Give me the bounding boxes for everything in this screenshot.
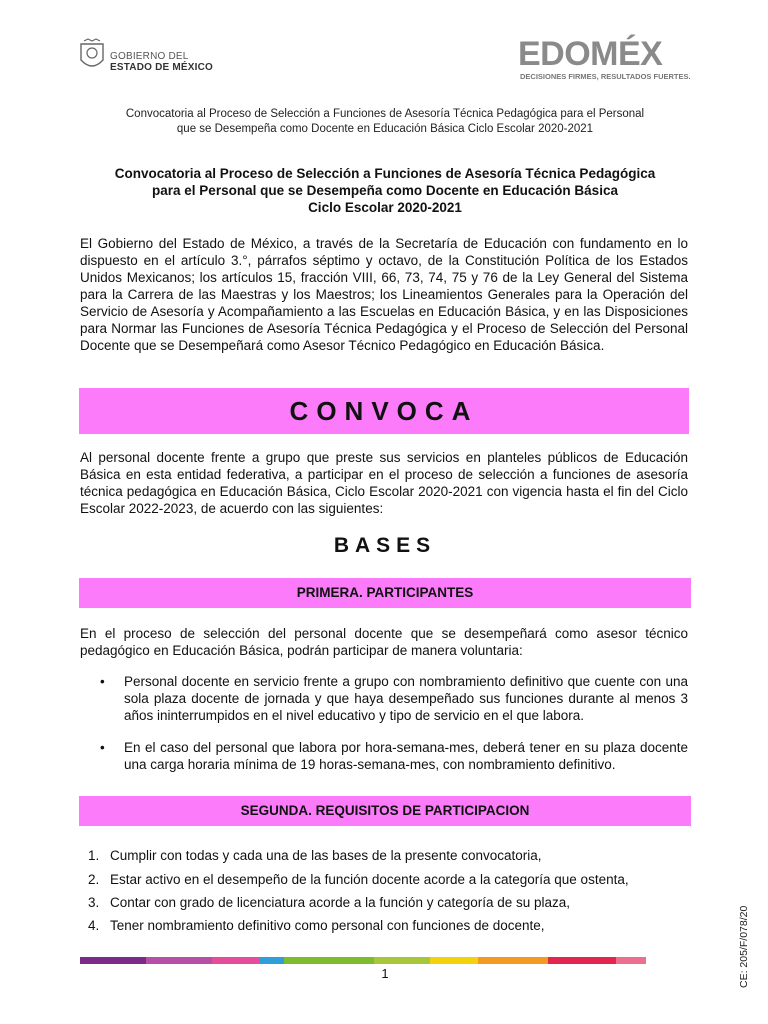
- title-line-1: Convocatoria al Proceso de Selección a Funciones de Asesoría Técnica Pedagógica: [114, 166, 656, 181]
- document-code: CE: 205/F/078/20: [738, 905, 750, 988]
- item-number: 2.: [88, 872, 100, 887]
- stripe-segment: [374, 957, 430, 964]
- running-head-line-1: Convocatoria al Proceso de Selección a Funciones de Asesoría Técnica Pedagógica para el Personal: [125, 108, 645, 120]
- list-item: [88, 894, 688, 911]
- bullet-text: Personal docente en servicio frente a grupo con nombramiento definitivo que cuente con una sola plaza docente de jornada y que haya desempeñado sus funciones durante al menos 3 años ininterrumpidos en el nivel educativo y tipo de servicio en el que labora.: [124, 674, 688, 723]
- running-head-line-2: que se Desempeña como Docente en Educación Básica Ciclo Escolar 2020-2021: [176, 123, 594, 135]
- section-1-banner: [79, 578, 691, 608]
- stripe-segment: [430, 957, 478, 964]
- bullet-text: En el caso del personal que labora por hora-semana-mes, deberá tener en su plaza docente una carga horaria mínima de 19 horas-semana-mes, con nombramiento definitivo.: [124, 740, 688, 772]
- list-item: [88, 847, 688, 864]
- edomex-wordmark: EDOMÉX: [518, 35, 663, 73]
- title-line-3: Ciclo Escolar 2020-2021: [308, 200, 462, 215]
- page-number: 1: [381, 966, 389, 981]
- stripe-segment: [146, 957, 212, 964]
- intro-paragraph: El Gobierno del Estado de México, a través de la Secretaría de Educación con fundamento en lo dispuesto en el artículo 3.°, párrafos séptimo y octavo, de la Constitución Política de los Estados Unidos Mexicanos; los artículos 15, fracción VIII, 66, 73, 74, 75 y 76 de la Ley General del Sistema para la Carrera de las Maestras y los Maestros; los Lineamientos Generales para la Operación del Servicio de Asesoría y Acompañamiento a las Escuelas en Educación Básica, y en las Disposiciones para Normar las Funciones de Asesoría Técnica Pedagógica y el Proceso de Selección del Personal Docente que se Desempeñará como Asesor Técnico Pedagógico en Educación Básica.: [80, 236, 688, 353]
- title-line-2: para el Personal que se Desempeña como Docente en Educación Básica: [152, 183, 618, 198]
- bases-heading: BASES: [333, 534, 437, 557]
- stripe-segment: [478, 957, 548, 964]
- list-item: [88, 871, 688, 888]
- color-stripe: [80, 957, 688, 964]
- convoca-banner: [79, 388, 689, 434]
- stripe-segment: [212, 957, 260, 964]
- page-header: [0, 0, 768, 95]
- section-1-paragraph: En el proceso de selección del personal docente que se desempeñará como asesor técnico pedagógico en Educación Básica, podrán participar de manera voluntaria:: [80, 626, 688, 658]
- convoca-paragraph: Al personal docente frente a grupo que preste sus servicios en planteles públicos de Educación Básica en esta entidad federativa, a participar en el proceso de selección a funciones de asesoría técnica pedagógica en Educación Básica, Ciclo Escolar 2020-2021 con vigencia hasta el fin del Ciclo Escolar 2022-2023, de acuerdo con las siguientes:: [80, 450, 688, 516]
- bullet-icon: •: [100, 674, 105, 689]
- gov-line-2: ESTADO DE MÉXICO: [110, 62, 214, 73]
- bullet-icon: •: [100, 740, 105, 755]
- stripe-segment: [260, 957, 284, 964]
- state-seal-icon: [78, 38, 106, 72]
- item-text: Estar activo en el desempeño de la función docente acorde a la categoría que ostenta,: [110, 872, 629, 887]
- item-number: 1.: [88, 848, 100, 863]
- convoca-heading: CONVOCA: [289, 396, 479, 426]
- section-2-title: SEGUNDA. REQUISITOS DE PARTICIPACION: [240, 803, 530, 818]
- item-text: Contar con grado de licenciatura acorde a la función y categoría de su plaza,: [110, 895, 571, 910]
- edomex-logo: [518, 36, 718, 84]
- stripe-segment: [80, 957, 146, 964]
- gov-line-1: GOBIERNO DEL: [110, 51, 189, 62]
- document-title: [80, 165, 690, 216]
- list-item: [88, 917, 688, 934]
- edomex-tagline: DECISIONES FIRMES, RESULTADOS FUERTES.: [520, 72, 691, 81]
- section-1-title: PRIMERA. PARTICIPANTES: [296, 585, 474, 600]
- stripe-segment: [548, 957, 616, 964]
- running-head: [80, 107, 690, 137]
- stripe-segment: [616, 957, 646, 964]
- item-text: Cumplir con todas y cada una de las bases de la presente convocatoria,: [110, 848, 542, 863]
- section-2-banner: [79, 796, 691, 826]
- item-text: Tener nombramiento definitivo como personal con funciones de docente,: [110, 918, 545, 933]
- stripe-segment: [284, 957, 374, 964]
- item-number: 4.: [88, 918, 100, 933]
- list-item: [100, 739, 688, 773]
- list-item: [100, 673, 688, 724]
- item-number: 3.: [88, 895, 100, 910]
- gobierno-logo: [78, 38, 228, 74]
